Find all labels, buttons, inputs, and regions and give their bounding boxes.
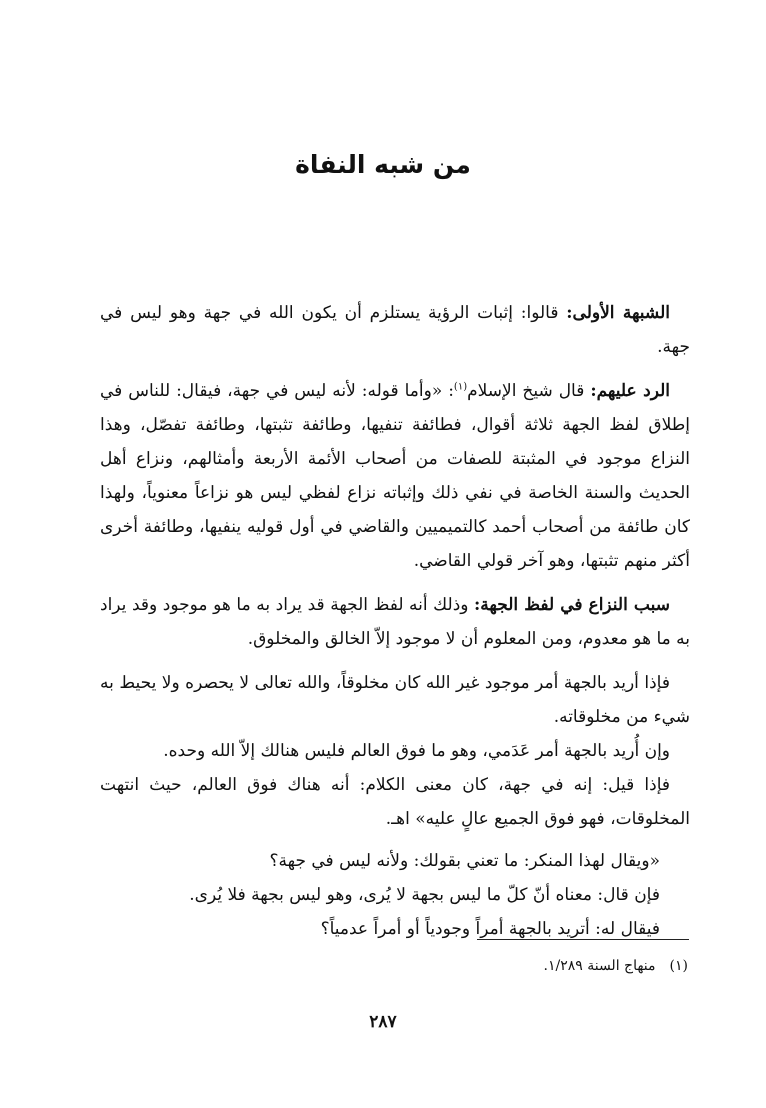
- quote-line: فإن قال: معناه أنّ كلّ ما ليس بجهة لا يُرى، وهو ليس بجهة فلا يُرى.: [189, 885, 660, 905]
- quote-line: فيقال له: أتريد بالجهة أمراً وجودياً أو أمراً عدمياً؟: [320, 919, 660, 939]
- page-number: ٢٨٧: [369, 1012, 397, 1032]
- first-doubt-heading: الشبهة الأولى:: [566, 303, 670, 323]
- paragraph-nonexistent-direction: وإن أُريد بالجهة أمر عَدَمي، وهو ما فوق العالم فليس هنالك إلاّ الله وحده.: [163, 741, 670, 761]
- paragraph-dispute-cause: [100, 588, 690, 656]
- dispute-cause-text: وذلك أنه لفظ الجهة قد يراد به ما هو موجود وقد يراد به ما هو معدوم، ومن المعلوم أن لا موجود إلاّ الخالق والمخلوق.: [100, 595, 690, 649]
- main-text: [100, 296, 690, 946]
- reply-text-rest: : «وأما قوله: لأنه ليس في جهة، فيقال: للناس في إطلاق لفظ الجهة ثلاثة أقوال، فطائفة تنفيها، وطائفة تثبتها، وطائفة تفصّل، وهذا النزاع موجود في المثبتة للصفات من أصحاب الأئمة الأربعة وأمثالهم، ونزاع أهل الحديث والسنة الخاصة في نفي ذلك وإثباته نزاع لفظي ليس هو نزاعاً معنوياً، ولهذا كان طائفة من أصحاب أحمد كالتميميين والقاضي في أول قوليه ينفيها، وطائفة أخرى أكثر منهم تثبتها، وهو آخر قولي القاضي.: [100, 381, 690, 571]
- paragraph-conclusion: فإذا قيل: إنه في جهة، كان معنى الكلام: أنه هناك فوق العالم، حيث انتهت المخلوقات، فهو فوق الجميع عالٍ عليه» اهـ.: [100, 775, 690, 829]
- footnote: [544, 958, 688, 974]
- paragraph-existing-direction: فإذا أريد بالجهة أمر موجود غير الله كان مخلوقاً، والله تعالى لا يحصره ولا يحيط به شيء من مخلوقاته.: [100, 673, 690, 727]
- footnote-divider: [477, 939, 689, 940]
- first-doubt-text: قالوا: إثبات الرؤية يستلزم أن يكون الله في جهة وهو ليس في جهة.: [100, 303, 690, 357]
- footnote-marker: (١): [453, 381, 468, 393]
- dispute-cause-heading: سبب النزاع في لفظ الجهة:: [474, 595, 670, 615]
- chapter-title: من شبه النفاة: [295, 150, 471, 179]
- quote-line: «ويقال لهذا المنكر: ما تعني بقولك: ولأنه ليس في جهة؟: [269, 851, 660, 871]
- footnote-text: منهاج السنة ١/٢٨٩.: [543, 958, 656, 974]
- quote-block: [100, 844, 690, 946]
- reply-text-start: قال شيخ الإسلام: [467, 381, 591, 401]
- reply-heading: الرد عليهم:: [590, 381, 670, 401]
- footnote-number: (١): [669, 958, 688, 974]
- paragraph-reply: [100, 374, 690, 578]
- paragraph-first-doubt: [100, 296, 690, 364]
